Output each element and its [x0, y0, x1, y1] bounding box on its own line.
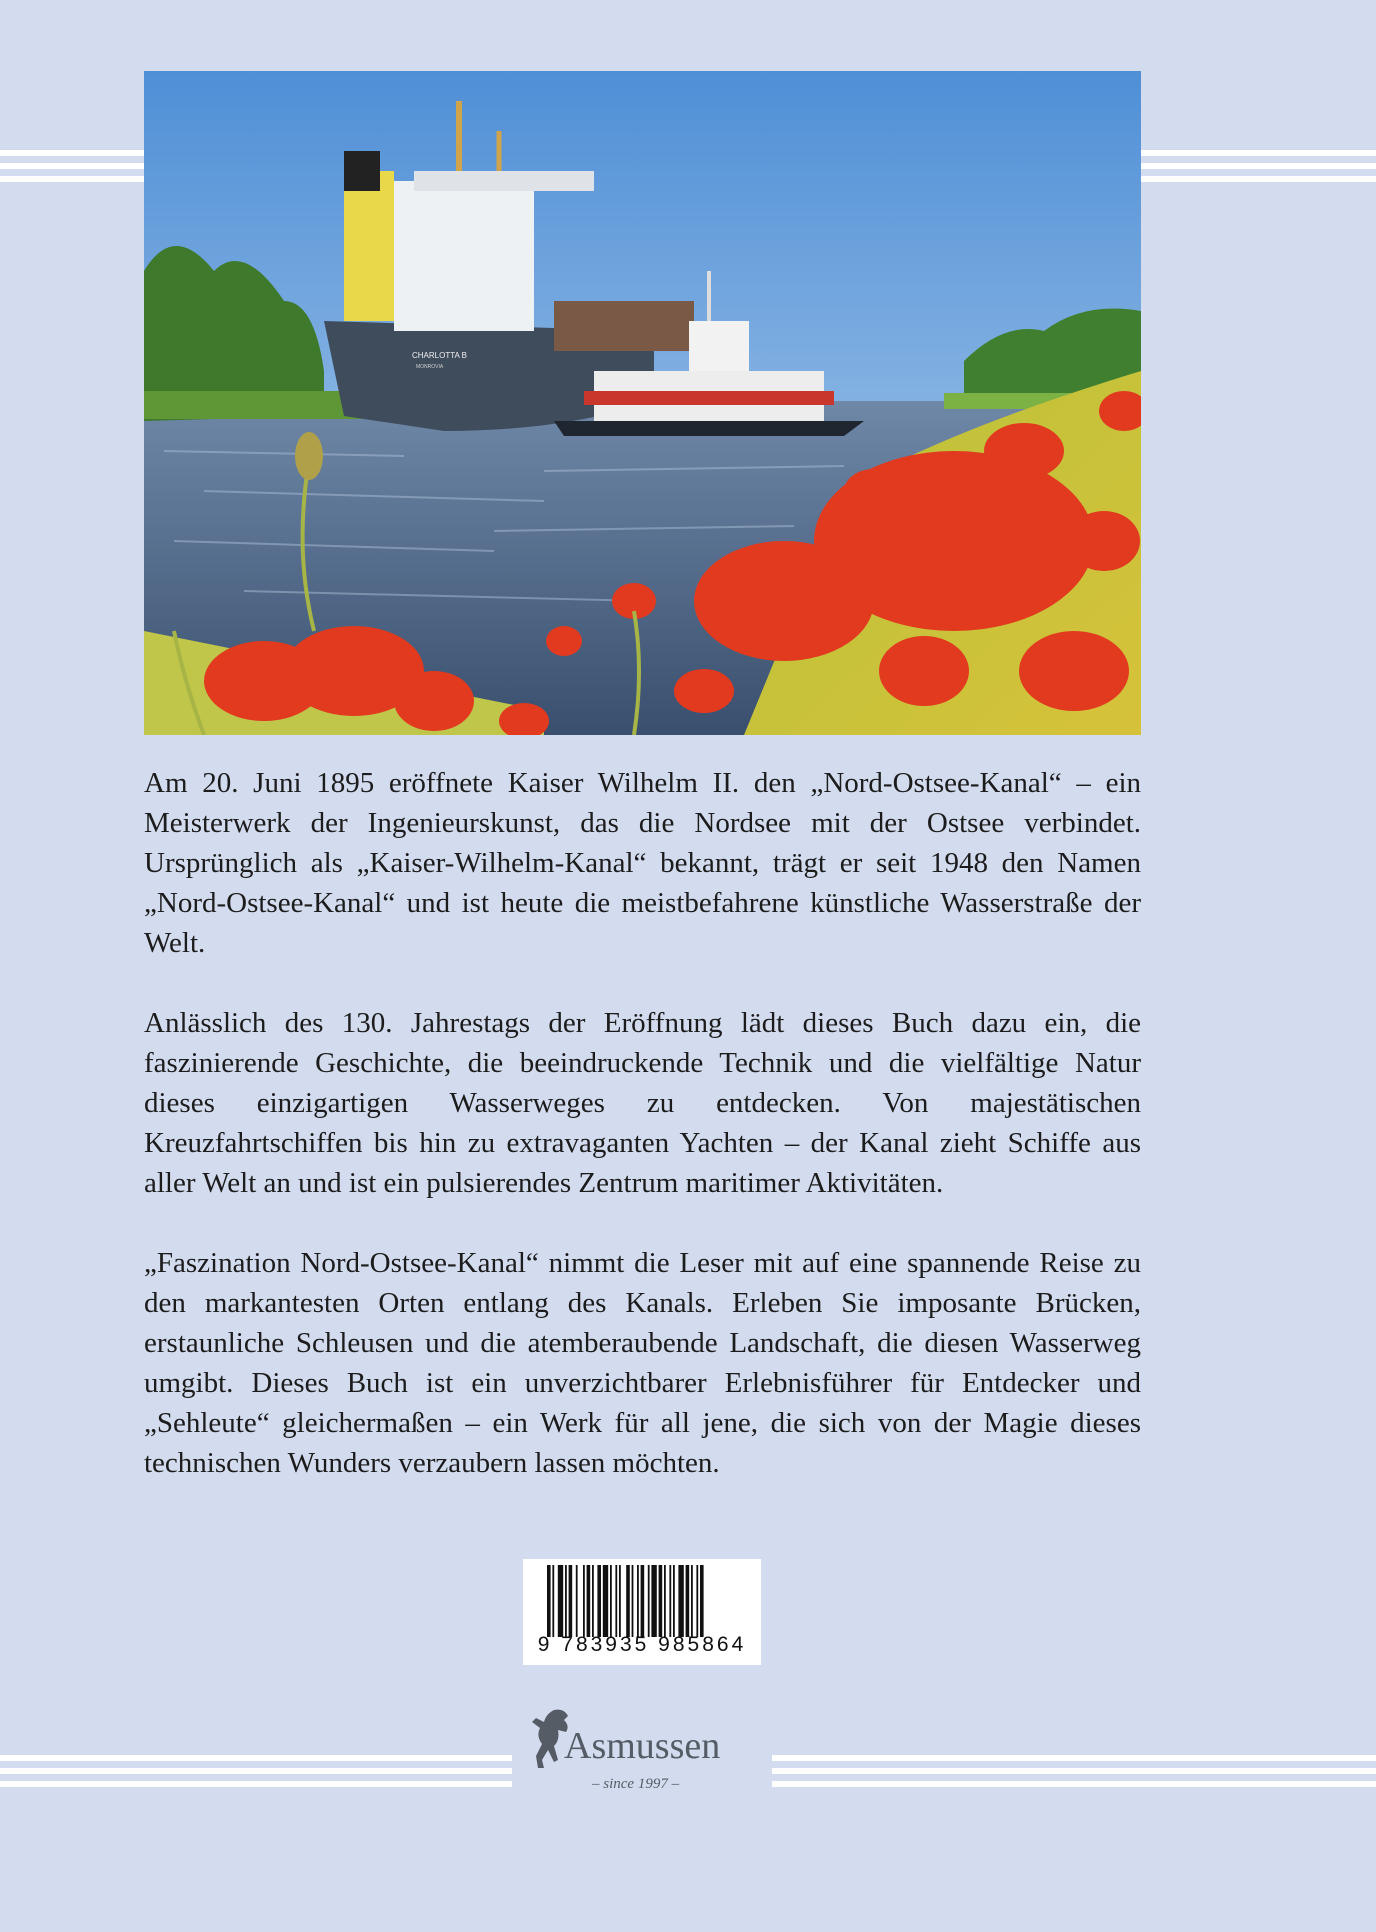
- stripes-top-right: [1141, 146, 1376, 186]
- stripes-bottom-left: [0, 1751, 512, 1791]
- stripes-top-left: [0, 146, 144, 186]
- publisher-since: – since 1997 –: [592, 1776, 680, 1792]
- stripes-bottom-right: [772, 1751, 1376, 1791]
- publisher-name: Asmussen: [564, 1725, 721, 1767]
- blurb-paragraph-2: Anlässlich des 130. Jahrestags der Eröffnung lädt dieses Buch dazu ein, die faszinierende Geschichte, die beeindruckende Technik und die vielfältige Natur dieses einzigartigen Wasserweges zu entdecken. Von majestätischen Kreuzfahrtschiffen bis hin zu extravaganten Yachten – der Kanal zieht Schiffe aus aller Welt an und ist ein pulsierendes Zentrum maritimer Aktivitäten.: [144, 1007, 1141, 1199]
- back-cover-blurb: [144, 763, 1141, 1523]
- ship-name: CHARLOTTA B: [412, 351, 467, 360]
- publisher-logo: [512, 1700, 772, 1800]
- blurb-paragraph-1: Am 20. Juni 1895 eröffnete Kaiser Wilhelm II. den „Nord-Ostsee-Kanal“ – ein Meisterwerk der Ingenieurskunst, das die Nordsee mit der Ostsee verbindet. Ursprünglich als „Kaiser-Wilhelm-Kanal“ bekannt, trägt er seit 1948 den Namen „Nord-Ostsee-Kanal“ und ist heute die meistbefahrene künstliche Wasserstraße der Welt.: [144, 767, 1141, 959]
- isbn-barcode: [523, 1559, 761, 1665]
- isbn-number: 9 783935 985864: [537, 1633, 747, 1656]
- blurb-paragraph-3: „Faszination Nord-Ostsee-Kanal“ nimmt die Leser mit auf eine spannende Reise zu den markantesten Orten entlang des Kanals. Erleben Sie imposante Brücken, erstaunliche Schleusen und die atemberaubende Landschaft, die diesen Wasserweg umgibt. Dieses Buch ist ein unverzichtbarer Erlebnisführer für Entdecker und „Sehleute“ gleichermaßen – ein Werk für all jene, die sich von der Magie dieses technischen Wunders verzaubern lassen möchten.: [144, 1247, 1141, 1479]
- ship-port: MONROVIA: [416, 364, 444, 370]
- cover-photo: [144, 71, 1141, 735]
